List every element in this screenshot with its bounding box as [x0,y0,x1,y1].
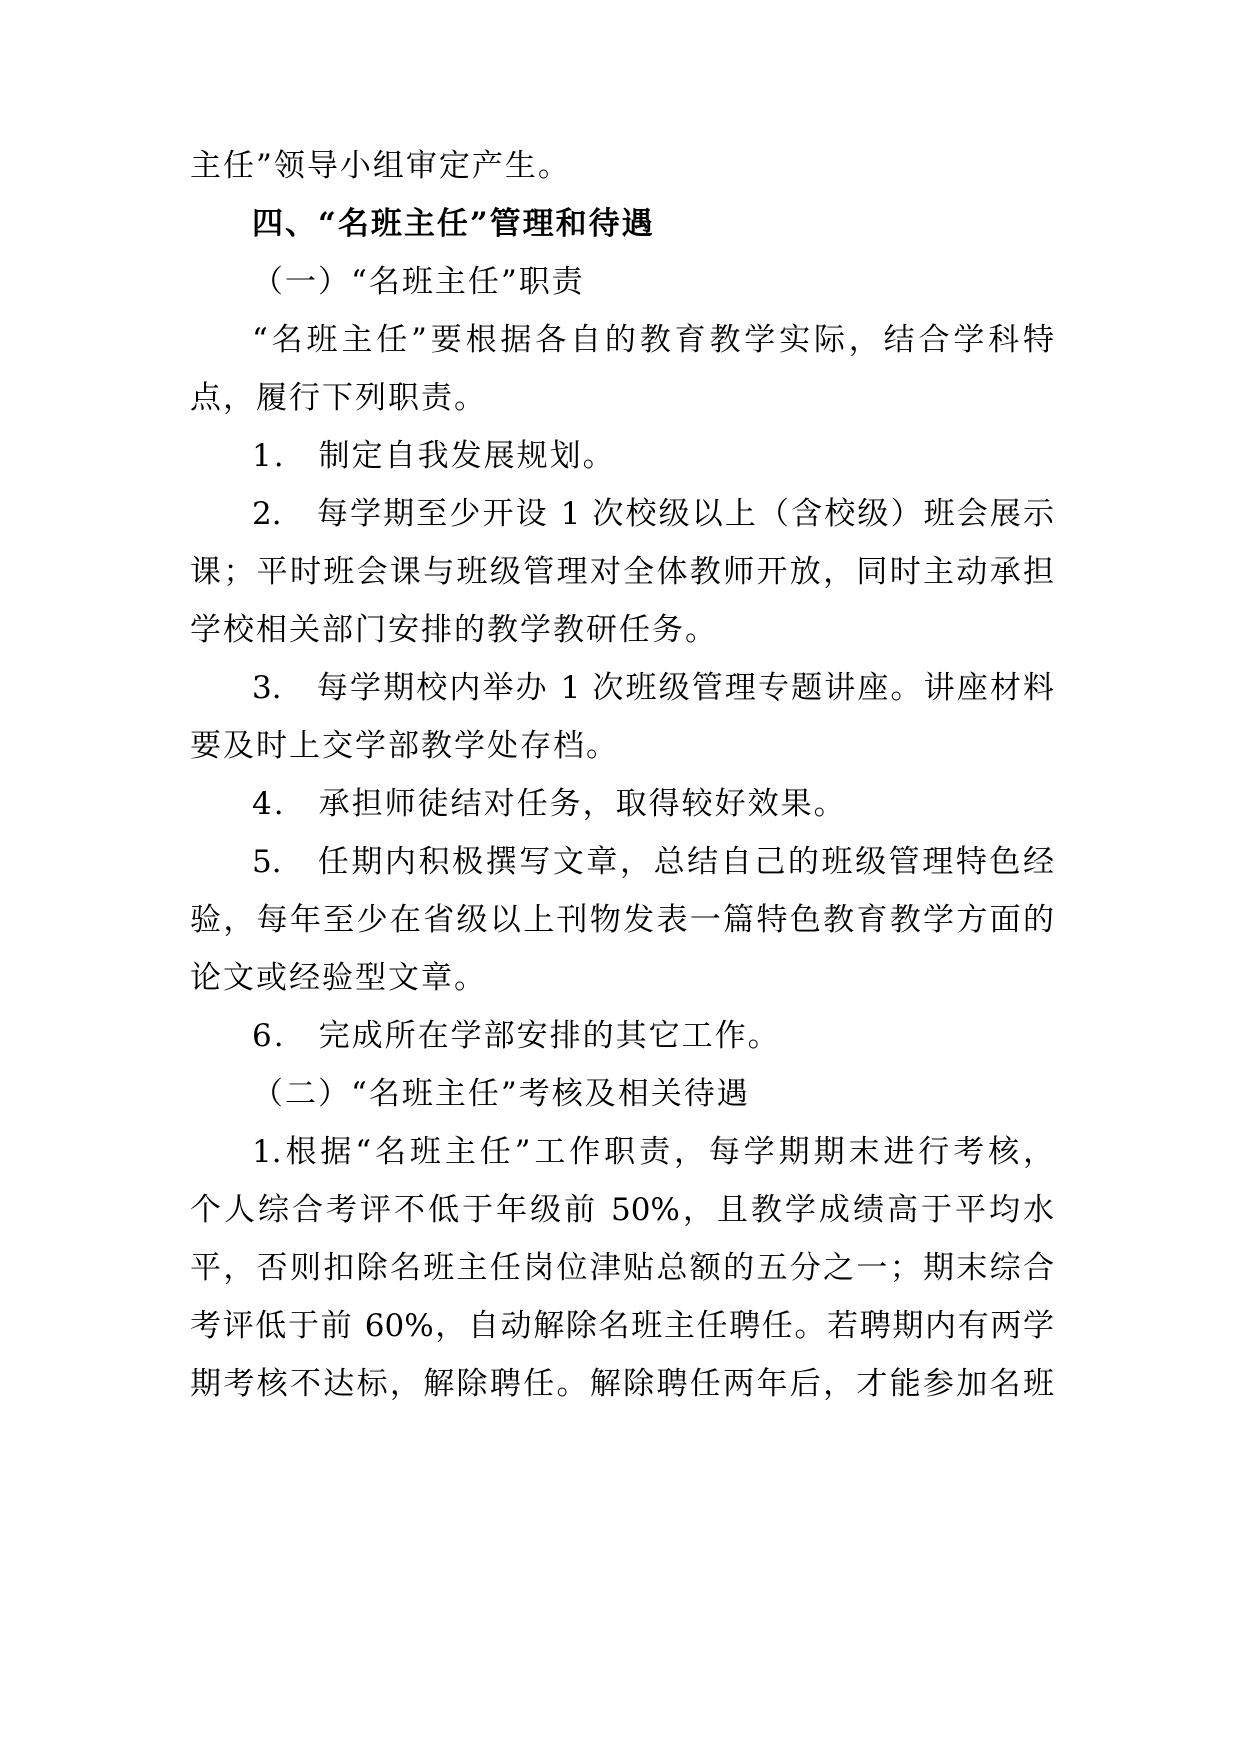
text-line: 点，履行下列职责。 [190,380,487,416]
text-line: 论文或经验型文章。 [190,960,487,996]
text-line: 考评低于前 60%，自动解除名班主任聘任。若聘期内有两学 [190,1308,1054,1344]
text-line: 主任”领导小组审定产生。 [190,148,571,184]
text-line: “名班主任”要根据各自的教育教学实际，结合学科特 [252,322,1054,358]
subsection-heading: （一）“名班主任”职责 [252,264,585,300]
list-item: 1.根据“名班主任”工作职责，每学期期末进行考核， [252,1134,1054,1170]
text-line: 个人综合考评不低于年级前 50%，且教学成绩高于平均水 [190,1192,1054,1228]
list-item: 3. 每学期校内举办 1 次班级管理专题讲座。讲座材料 [252,670,1054,706]
text-line: 期考核不达标，解除聘任。解除聘任两年后，才能参加名班 [190,1366,1054,1402]
text-line: 验，每年至少在省级以上刊物发表一篇特色教育教学方面的 [190,902,1054,938]
subsection-heading: （二）“名班主任”考核及相关待遇 [252,1076,750,1112]
list-item: 1. 制定自我发展规划。 [252,438,616,474]
text-line: 学校相关部门安排的教学教研任务。 [190,612,718,648]
list-item: 4. 承担师徒结对任务，取得较好效果。 [252,786,847,822]
text-line: 平，否则扣除名班主任岗位津贴总额的五分之一；期末综合 [190,1250,1054,1286]
text-line: 要及时上交学部教学处存档。 [190,728,619,764]
text-line: 课；平时班会课与班级管理对全体教师开放，同时主动承担 [190,554,1054,590]
list-item: 5. 任期内积极撰写文章，总结自己的班级管理特色经 [252,844,1054,880]
list-item: 6. 完成所在学部安排的其它工作。 [252,1018,781,1054]
list-item: 2. 每学期至少开设 1 次校级以上（含校级）班会展示 [252,496,1054,532]
section-heading: 四、“名班主任”管理和待遇 [252,206,655,242]
